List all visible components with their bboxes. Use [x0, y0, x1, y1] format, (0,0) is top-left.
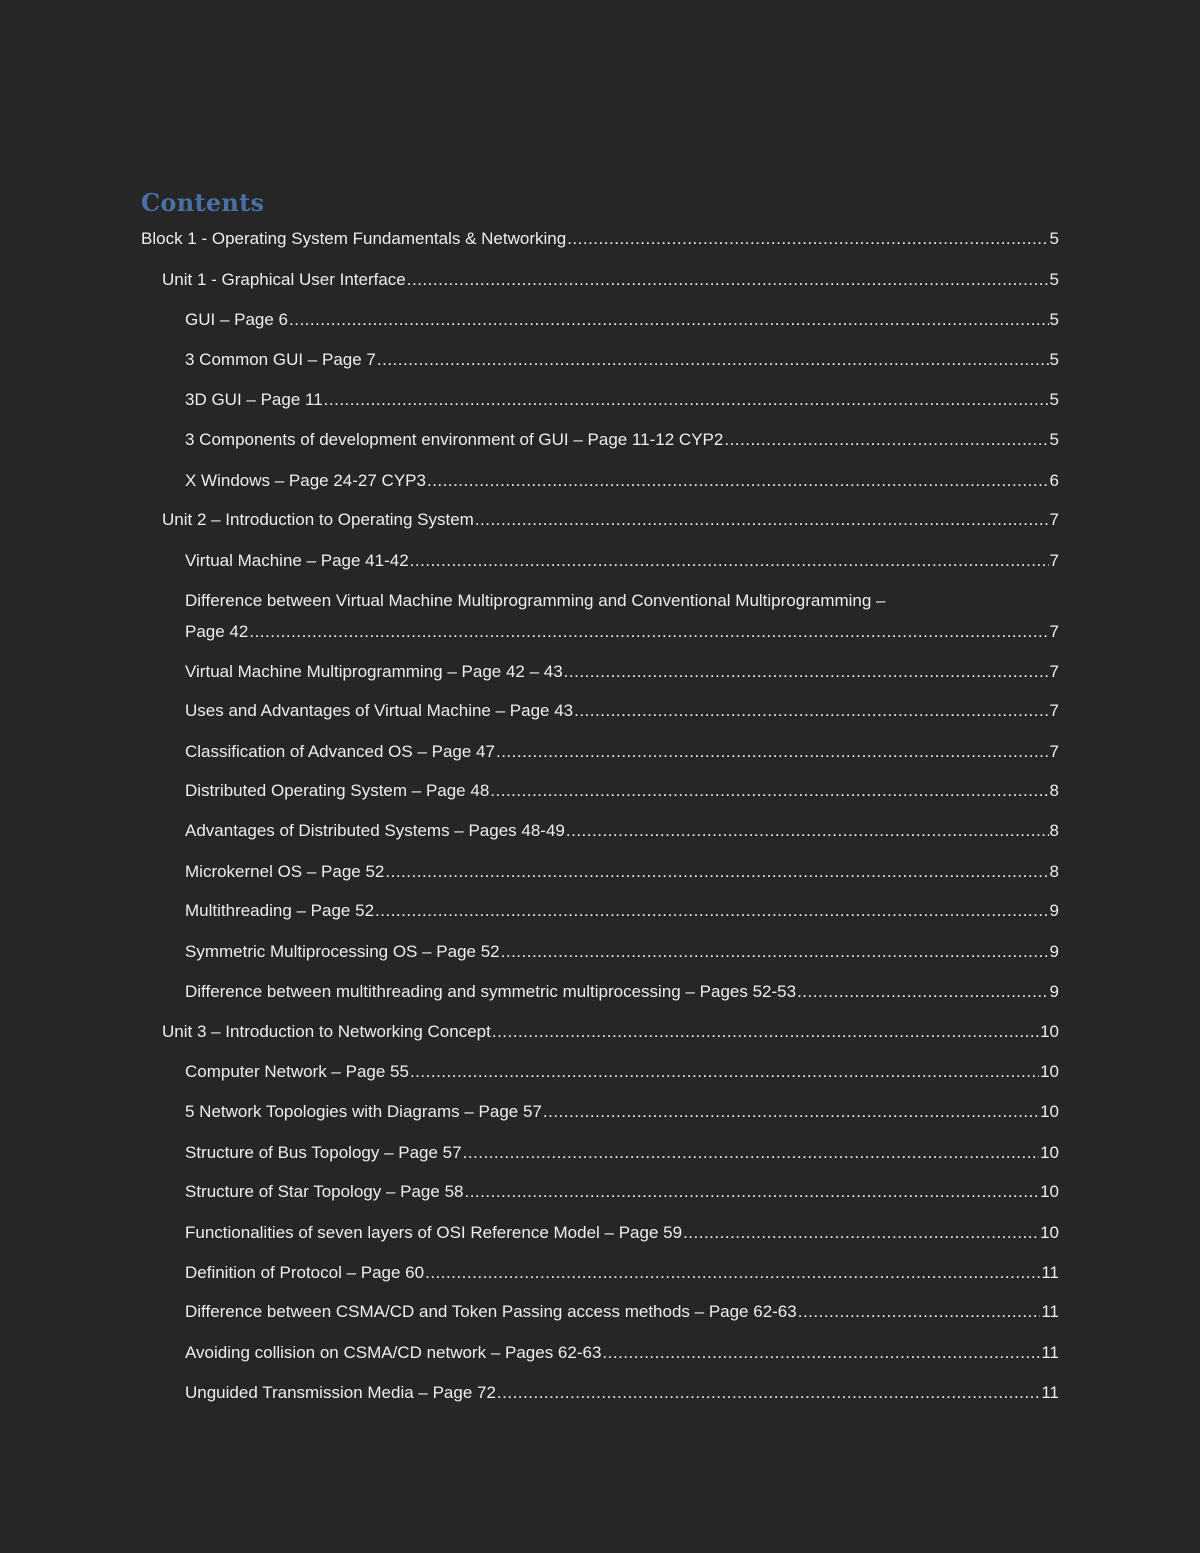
toc-entry-page: 7	[1049, 510, 1059, 529]
toc-entry[interactable]	[185, 895, 1059, 926]
dot-leader	[497, 1377, 1040, 1408]
toc-entry-title: Virtual Machine – Page 41-42	[185, 551, 409, 570]
toc-entry-title: Virtual Machine Multiprogramming – Page 42 – 43	[185, 662, 563, 681]
toc-entry-page: 5	[1049, 430, 1059, 449]
toc-entry-title: Multithreading – Page 52	[185, 901, 375, 920]
toc-entry-page: 9	[1049, 942, 1059, 961]
toc-entry-page: 10	[1040, 1062, 1059, 1081]
toc-entry-page: 11	[1041, 1383, 1059, 1402]
toc-entry-page: 8	[1049, 821, 1059, 840]
dot-leader	[427, 465, 1049, 496]
toc-entry-title: Difference between CSMA/CD and Token Passing access methods – Page 62-63	[185, 1302, 797, 1321]
dot-leader	[375, 895, 1049, 926]
toc-entry[interactable]	[185, 1096, 1059, 1127]
toc-entry-page: 8	[1049, 862, 1059, 881]
dot-leader	[683, 1217, 1039, 1248]
dot-leader	[249, 616, 1048, 647]
dot-leader	[377, 344, 1049, 375]
toc-entry-wrapped[interactable]	[185, 585, 1059, 647]
dot-leader	[501, 936, 1049, 967]
toc-entry-title: Avoiding collision on CSMA/CD network – Pages 62-63	[185, 1343, 602, 1362]
toc-entry[interactable]	[185, 384, 1059, 415]
dot-leader	[410, 1056, 1039, 1087]
dot-leader	[385, 856, 1048, 887]
toc-entry-page: 10	[1040, 1102, 1059, 1121]
dot-leader	[464, 1176, 1039, 1207]
toc-entry-page: 5	[1049, 390, 1059, 409]
toc-entry[interactable]	[185, 1377, 1059, 1408]
toc-entry-page: 7	[1049, 551, 1059, 570]
toc-entry[interactable]	[185, 465, 1059, 496]
toc-entry-page: 5	[1049, 270, 1059, 289]
dot-leader	[410, 545, 1049, 576]
toc-entry-title: Computer Network – Page 55	[185, 1062, 409, 1081]
toc-entry-page: 7	[1049, 742, 1059, 761]
toc-entry-page: 11	[1041, 1302, 1059, 1321]
dot-leader	[798, 1296, 1041, 1327]
toc-entry-unit-3[interactable]	[162, 1016, 1059, 1047]
toc-entry-page: 7	[1049, 701, 1059, 720]
dot-leader	[564, 656, 1049, 687]
toc-entry-title: Advantages of Distributed Systems – Pages 48-49	[185, 821, 565, 840]
toc-entry-title: GUI – Page 6	[185, 310, 289, 329]
toc-entry-title: Functionalities of seven layers of OSI Reference Model – Page 59	[185, 1223, 683, 1242]
dot-leader	[574, 695, 1048, 726]
toc-entry[interactable]	[185, 304, 1059, 335]
dot-leader	[797, 976, 1048, 1007]
toc-entry-page: 9	[1049, 901, 1059, 920]
toc-entry-title-line1: Difference between Virtual Machine Multiprogramming and Conventional Multiprogramming –	[185, 591, 886, 610]
dot-leader	[496, 736, 1049, 767]
toc-entry[interactable]	[185, 856, 1059, 887]
toc-entry[interactable]	[185, 815, 1059, 846]
toc-entry-title: Unit 2 – Introduction to Operating System	[162, 510, 474, 529]
toc-entry-title: 3 Components of development environment of GUI – Page 11-12 CYP2	[185, 430, 724, 449]
toc-entry[interactable]	[185, 424, 1059, 455]
toc-entry-page: 5	[1049, 310, 1059, 329]
toc-entry-title: Distributed Operating System – Page 48	[185, 781, 490, 800]
toc-entry-title: Symmetric Multiprocessing OS – Page 52	[185, 942, 500, 961]
toc-entry-title: Structure of Star Topology – Page 58	[185, 1182, 464, 1201]
dot-leader	[492, 1016, 1039, 1047]
toc-entry-page: 7	[1049, 662, 1059, 681]
toc-heading: Contents	[141, 188, 265, 217]
toc-entry[interactable]	[185, 656, 1059, 687]
toc-entry[interactable]	[185, 695, 1059, 726]
toc-entry-unit-1[interactable]	[162, 264, 1059, 295]
toc-entry-title: 3 Common GUI – Page 7	[185, 350, 376, 369]
toc-entry[interactable]	[185, 545, 1059, 576]
toc-entry[interactable]	[185, 344, 1059, 375]
toc-entry-title: 5 Network Topologies with Diagrams – Page 57	[185, 1102, 542, 1121]
toc-entry-page: 5	[1049, 229, 1059, 248]
toc-entry-page: 9	[1049, 982, 1059, 1001]
toc-entry[interactable]	[185, 775, 1059, 806]
toc-entry-title: Unit 1 - Graphical User Interface	[162, 270, 406, 289]
dot-leader	[543, 1096, 1039, 1127]
toc-entry[interactable]	[185, 1296, 1059, 1327]
toc-entry-title: Unit 3 – Introduction to Networking Concept	[162, 1022, 491, 1041]
toc-entry-page: 11	[1041, 1343, 1059, 1362]
toc-entry[interactable]	[185, 1337, 1059, 1368]
toc-entry-page: 10	[1040, 1022, 1059, 1041]
toc-entry-page: 5	[1049, 350, 1059, 369]
dot-leader	[407, 264, 1049, 295]
toc-entry-unit-2[interactable]	[162, 504, 1059, 535]
toc-entry-page: 10	[1040, 1143, 1059, 1162]
toc-entry-title: 3D GUI – Page 11	[185, 390, 323, 409]
toc-entry-page: 8	[1049, 781, 1059, 800]
toc-entry[interactable]	[185, 976, 1059, 1007]
toc-entry[interactable]	[185, 936, 1059, 967]
toc-entry-block-1[interactable]	[141, 223, 1059, 254]
dot-leader	[490, 775, 1048, 806]
dot-leader	[425, 1257, 1040, 1288]
toc-entry-page: 10	[1040, 1223, 1059, 1242]
toc-entry-page: 7	[1049, 622, 1059, 641]
toc-entry-title: Structure of Bus Topology – Page 57	[185, 1143, 462, 1162]
toc-entry-title: Microkernel OS – Page 52	[185, 862, 385, 881]
toc-entry-page: 11	[1041, 1263, 1059, 1282]
dot-leader	[475, 504, 1049, 535]
toc-entry-line2	[185, 616, 1059, 647]
toc-entry[interactable]	[185, 1137, 1059, 1168]
toc-entry-title-line2: Page 42	[185, 622, 249, 641]
toc-entry[interactable]	[185, 1176, 1059, 1207]
toc-entry[interactable]	[185, 736, 1059, 767]
dot-leader	[724, 424, 1048, 455]
dot-leader	[324, 384, 1049, 415]
toc-entry-title: Definition of Protocol – Page 60	[185, 1263, 425, 1282]
dot-leader	[567, 223, 1048, 254]
dot-leader	[289, 304, 1049, 335]
toc-entry[interactable]	[185, 1217, 1059, 1248]
toc-entry-title: Difference between multithreading and symmetric multiprocessing – Pages 52-53	[185, 982, 797, 1001]
dot-leader	[463, 1137, 1039, 1168]
toc-entry-title: Classification of Advanced OS – Page 47	[185, 742, 495, 761]
toc-entry-title: X Windows – Page 24-27 CYP3	[185, 471, 426, 490]
toc-entry-title: Block 1 - Operating System Fundamentals & Networking	[141, 229, 567, 248]
toc-entry-title: Unguided Transmission Media – Page 72	[185, 1383, 496, 1402]
toc-entry-page: 6	[1049, 471, 1059, 490]
toc-entry-page: 10	[1040, 1182, 1059, 1201]
dot-leader	[566, 815, 1049, 846]
dot-leader	[602, 1337, 1040, 1368]
toc-entry[interactable]	[185, 1056, 1059, 1087]
toc-entry[interactable]	[185, 1257, 1059, 1288]
toc-entry-title: Uses and Advantages of Virtual Machine – Page 43	[185, 701, 574, 720]
